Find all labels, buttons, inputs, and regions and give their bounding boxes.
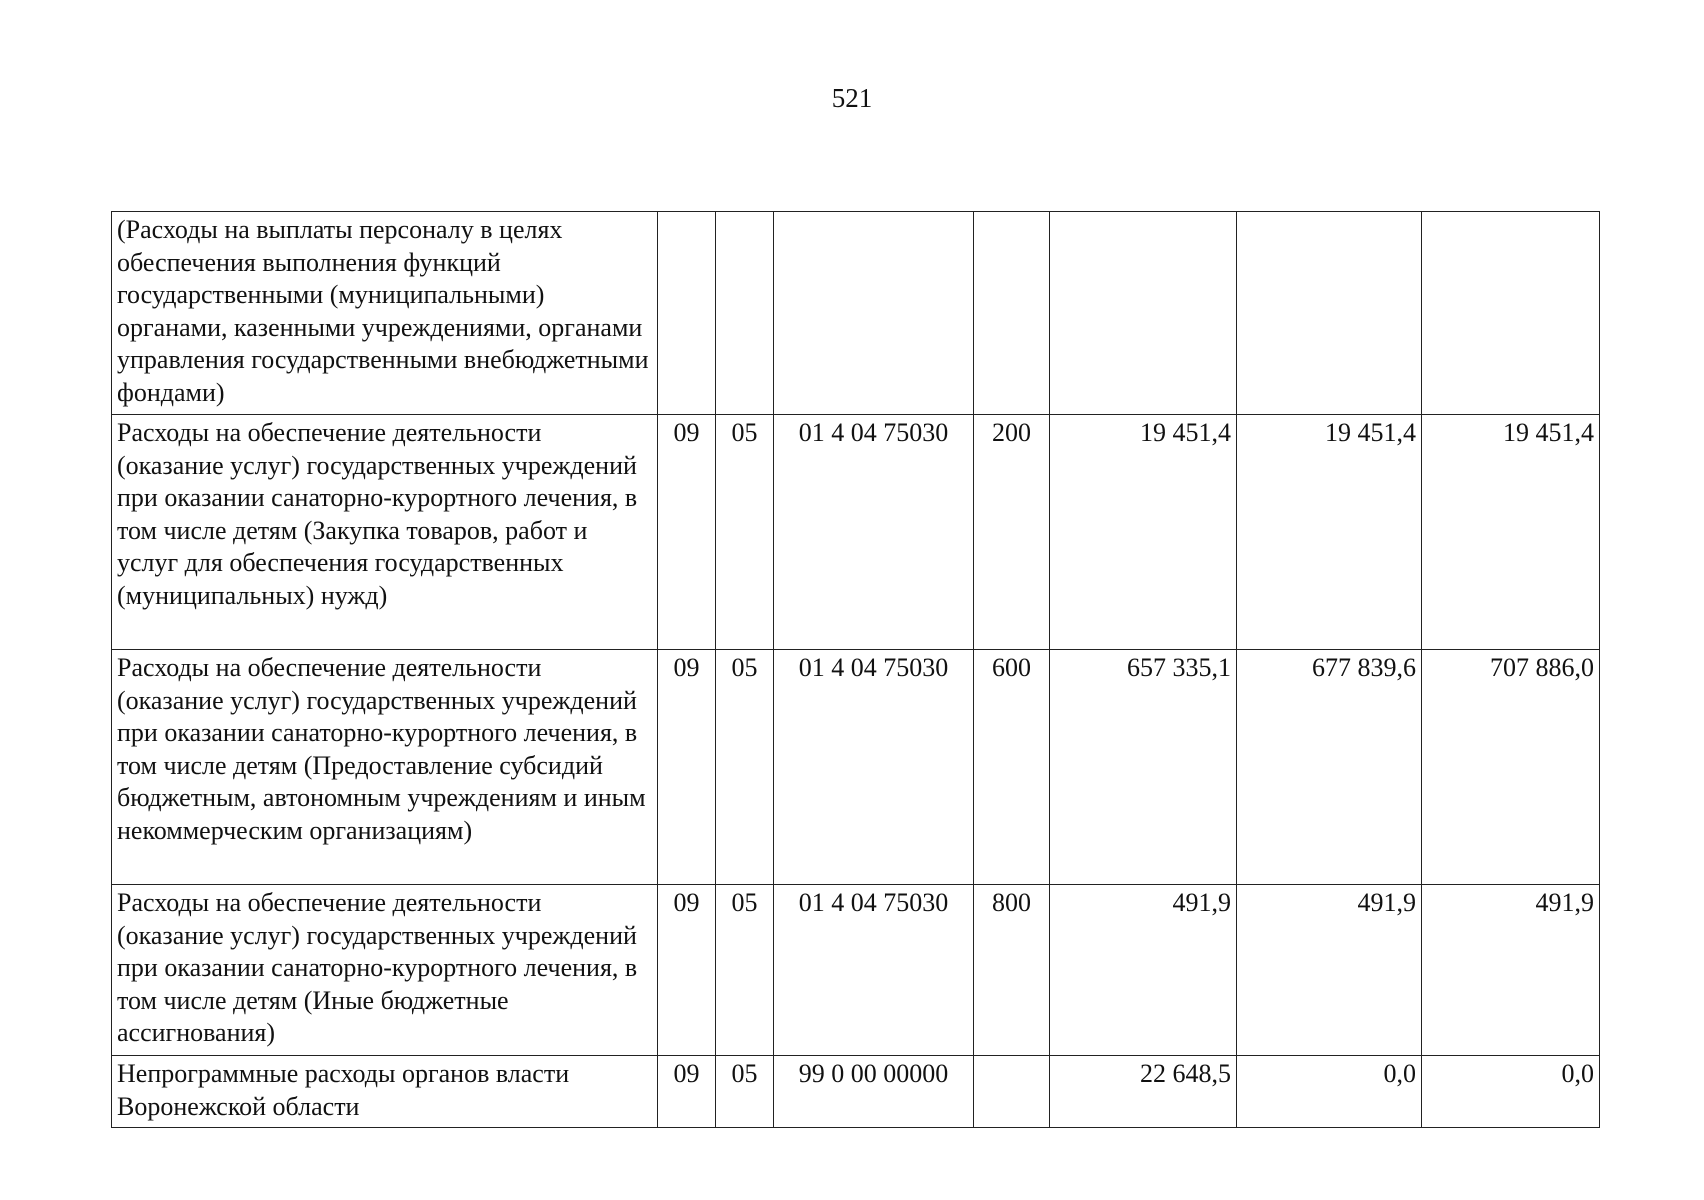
amount-year-3: 707 886,0 [1422, 650, 1600, 885]
table-row [112, 212, 1600, 415]
amount-year-1: 22 648,5 [1050, 1056, 1237, 1128]
section-code: 09 [658, 885, 716, 1056]
amount-year-3: 19 451,4 [1422, 415, 1600, 650]
amount-year-1: 657 335,1 [1050, 650, 1237, 885]
table-row [112, 885, 1600, 1056]
amount-year-3 [1422, 212, 1600, 415]
amount-year-1 [1050, 212, 1237, 415]
expense-type-code [974, 212, 1050, 415]
amount-year-3: 491,9 [1422, 885, 1600, 1056]
expense-type-code: 600 [974, 650, 1050, 885]
subsection-code: 05 [716, 650, 774, 885]
amount-year-3: 0,0 [1422, 1056, 1600, 1128]
row-description: Непрограммные расходы органов власти Воронежской области [112, 1056, 658, 1128]
target-article-code: 01 4 04 75030 [774, 650, 974, 885]
subsection-code: 05 [716, 415, 774, 650]
target-article-code: 01 4 04 75030 [774, 885, 974, 1056]
target-article-code [774, 212, 974, 415]
amount-year-2: 677 839,6 [1237, 650, 1422, 885]
subsection-code [716, 212, 774, 415]
table-row [112, 650, 1600, 885]
expense-type-code: 200 [974, 415, 1050, 650]
section-code: 09 [658, 415, 716, 650]
subsection-code: 05 [716, 885, 774, 1056]
section-code: 09 [658, 1056, 716, 1128]
page-number: 521 [831, 83, 873, 113]
budget-table [111, 211, 1600, 1128]
row-description: Расходы на обеспечение деятельности (оказание услуг) государственных учреждений при оказании санаторно-курортного лечения, в том числе детям (Закупка товаров, работ и услуг для обеспечения государственных (муниципальных) нужд) [112, 415, 658, 650]
section-code [658, 212, 716, 415]
amount-year-2: 491,9 [1237, 885, 1422, 1056]
amount-year-2: 19 451,4 [1237, 415, 1422, 650]
table-row [112, 415, 1600, 650]
row-description: (Расходы на выплаты персоналу в целях обеспечения выполнения функций государственными (муниципальными) органами, казенными учреждениями, органами управления государственными внебюджетными фондами) [112, 212, 658, 415]
target-article-code: 01 4 04 75030 [774, 415, 974, 650]
expense-type-code: 800 [974, 885, 1050, 1056]
amount-year-1: 491,9 [1050, 885, 1237, 1056]
table-row [112, 1056, 1600, 1128]
row-description: Расходы на обеспечение деятельности (оказание услуг) государственных учреждений при оказании санаторно-курортного лечения, в том числе детям (Иные бюджетные ассигнования) [112, 885, 658, 1056]
row-description: Расходы на обеспечение деятельности (оказание услуг) государственных учреждений при оказании санаторно-курортного лечения, в том числе детям (Предоставление субсидий бюджетным, автономным учреждениям и иным некоммерческим организациям) [112, 650, 658, 885]
amount-year-2 [1237, 212, 1422, 415]
section-code: 09 [658, 650, 716, 885]
amount-year-2: 0,0 [1237, 1056, 1422, 1128]
amount-year-1: 19 451,4 [1050, 415, 1237, 650]
subsection-code: 05 [716, 1056, 774, 1128]
expense-type-code [974, 1056, 1050, 1128]
target-article-code: 99 0 00 00000 [774, 1056, 974, 1128]
